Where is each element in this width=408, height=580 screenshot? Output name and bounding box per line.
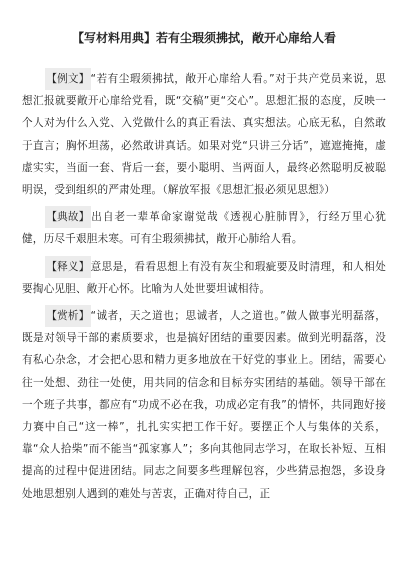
tag-allusion: 【典故】 bbox=[45, 206, 90, 228]
tag-appreciation: 【赏析】 bbox=[45, 305, 90, 327]
paragraph-allusion bbox=[22, 206, 386, 250]
tag-example: 【例文】 bbox=[45, 68, 90, 90]
paragraph-allusion-text: 出自老一辈革命家谢觉哉《透视心脏肺胃》，行经万里心犹健，历尽千艰胆未寒。可有尘瑕须拂拭，敞开心肺给人看。 bbox=[22, 211, 386, 246]
paragraph-example bbox=[22, 68, 386, 201]
paragraph-example-text: “若有尘瑕须拂拭，敞开心扉给人看。”对于共产党员来说，思想汇报就要敞开心扉给党看，既“交稿”更“交心”。思想汇报的态度，反映一个人对为什么入党、入党做什么的真正看法、真实想法。心底无私，自然敢于直言；胸怀坦荡，必然敢讲真话。如果对党“只讲三分话”，遮遮掩掩，虚虚实实，当面一套、背后一套，要小聪明、当两面人，最终必然聪明反被聪明误，受到组织的严肃处理。（解放军报《思想汇报必须见思想》） bbox=[22, 73, 386, 197]
paragraph-appreciation bbox=[22, 305, 386, 505]
document-title: 【写材料用典】若有尘瑕须拂拭，敞开心扉给人看 bbox=[71, 31, 336, 45]
paragraph-meaning bbox=[22, 256, 386, 300]
tag-meaning: 【释义】 bbox=[45, 256, 90, 278]
paragraph-appreciation-text: “诚者，天之道也；思诚者，人之道也。”做人做事光明磊落，既是对领导干部的素质要求，也是搞好团结的重要因素。做到光明磊落，没有私心杂念，才会把心思和精力更多地放在干好党的事业上。团结，需要心往一处想、劲往一处使，用共同的信念和目标夯实团结的基础。领导干部在一个班子共事，都应有“功成不必在我，功成必定有我”的情怀，共同跑好接力赛中自己“这一棒”，扎扎实实把工作干好。要摆正个人与集体的关系，靠“众人拾柴”而不能当“孤家寡人”；多向其他同志学习，在取长补短、互相提高的过程中促进团结。同志之间要多些理解包容，少些猜忌抱怨，多设身处地思想别人遇到的难处与苦衷，正确对待自己，正 bbox=[22, 310, 386, 500]
paragraph-meaning-text: 意思是，看看思想上有没有灰尘和瑕疵要及时清理，和人相处要掏心见胆、敞开心怀。比喻为人处世要坦诚相待。 bbox=[22, 260, 386, 295]
